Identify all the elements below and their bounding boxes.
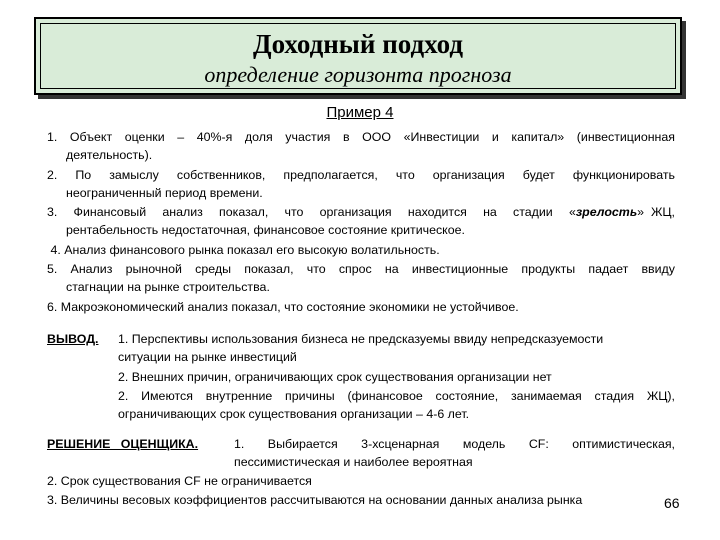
decision-line-1: 1. Выбирается 3-хсценарная модель CF: оптимистическая,: [234, 437, 675, 451]
page-title: Доходный подход: [253, 29, 463, 59]
item-3-line-1-end: » ЖЦ,: [637, 205, 675, 219]
conclusion-line-5: ограничивающих срок существования организации – 4-6 лет.: [118, 407, 470, 421]
decision-line-3: 2. Срок существования CF не ограничивается: [47, 474, 312, 488]
item-3-line-1-text: 3. Финансовый анализ показал, что организация находится на стадии «: [47, 205, 576, 219]
item-3-line-1: [47, 203, 675, 222]
item-1-line-1: 1. Объект оценки – 40%-я доля участия в ООО «Инвестиции и капитал» (инвестиционная: [47, 130, 675, 144]
item-3-line-2: рентабельность недостаточная, финансовое состояние критическое.: [66, 223, 465, 237]
conclusion-line-2: ситуации на рынке инвестиций: [118, 350, 297, 364]
decision-line-4: 3. Величины весовых коэффициентов рассчитываются на основании данных анализа рынка: [47, 493, 583, 507]
item-5-line-2: стагнации на рынке строительства.: [66, 280, 270, 294]
page-number: 66: [664, 495, 680, 511]
page-subtitle: определение горизонта прогноза: [204, 62, 512, 87]
item-6-line-1: 6. Макроэкономический анализ показал, что состояние экономики не устойчивое.: [47, 300, 519, 314]
item-2-line-1: 2. По замыслу собственников, предполагается, что организация будет функционировать: [47, 168, 675, 182]
item-4-line-1: 4. Анализ финансового рынка показал его высокую волатильность.: [47, 243, 440, 257]
conclusion-line-4: 2. Имеются внутренние причины (финансовое состояние, занимаемая стадия ЖЦ),: [118, 389, 675, 403]
example-heading: Пример 4: [326, 104, 394, 121]
conclusion-line-1: 1. Перспективы использования бизнеса не предсказуемы ввиду непредсказуемости: [118, 332, 604, 346]
decision-label: РЕШЕНИЕ ОЦЕНЩИКА.: [47, 437, 199, 451]
item-1-line-2: деятельность).: [66, 148, 153, 162]
item-3-emphasis: зрелость: [575, 205, 638, 219]
item-5-line-1: 5. Анализ рыночной среды показал, что спрос на инвестиционные продукты падает ввиду: [47, 262, 675, 276]
title-banner: [34, 17, 682, 95]
item-2-line-2: неограниченный период времени.: [66, 186, 263, 200]
decision-line-2: пессимистическая и наиболее вероятная: [234, 455, 473, 469]
conclusion-label: ВЫВОД.: [47, 332, 99, 346]
conclusion-line-3: 2. Внешних причин, ограничивающих срок существования организации нет: [118, 370, 552, 384]
